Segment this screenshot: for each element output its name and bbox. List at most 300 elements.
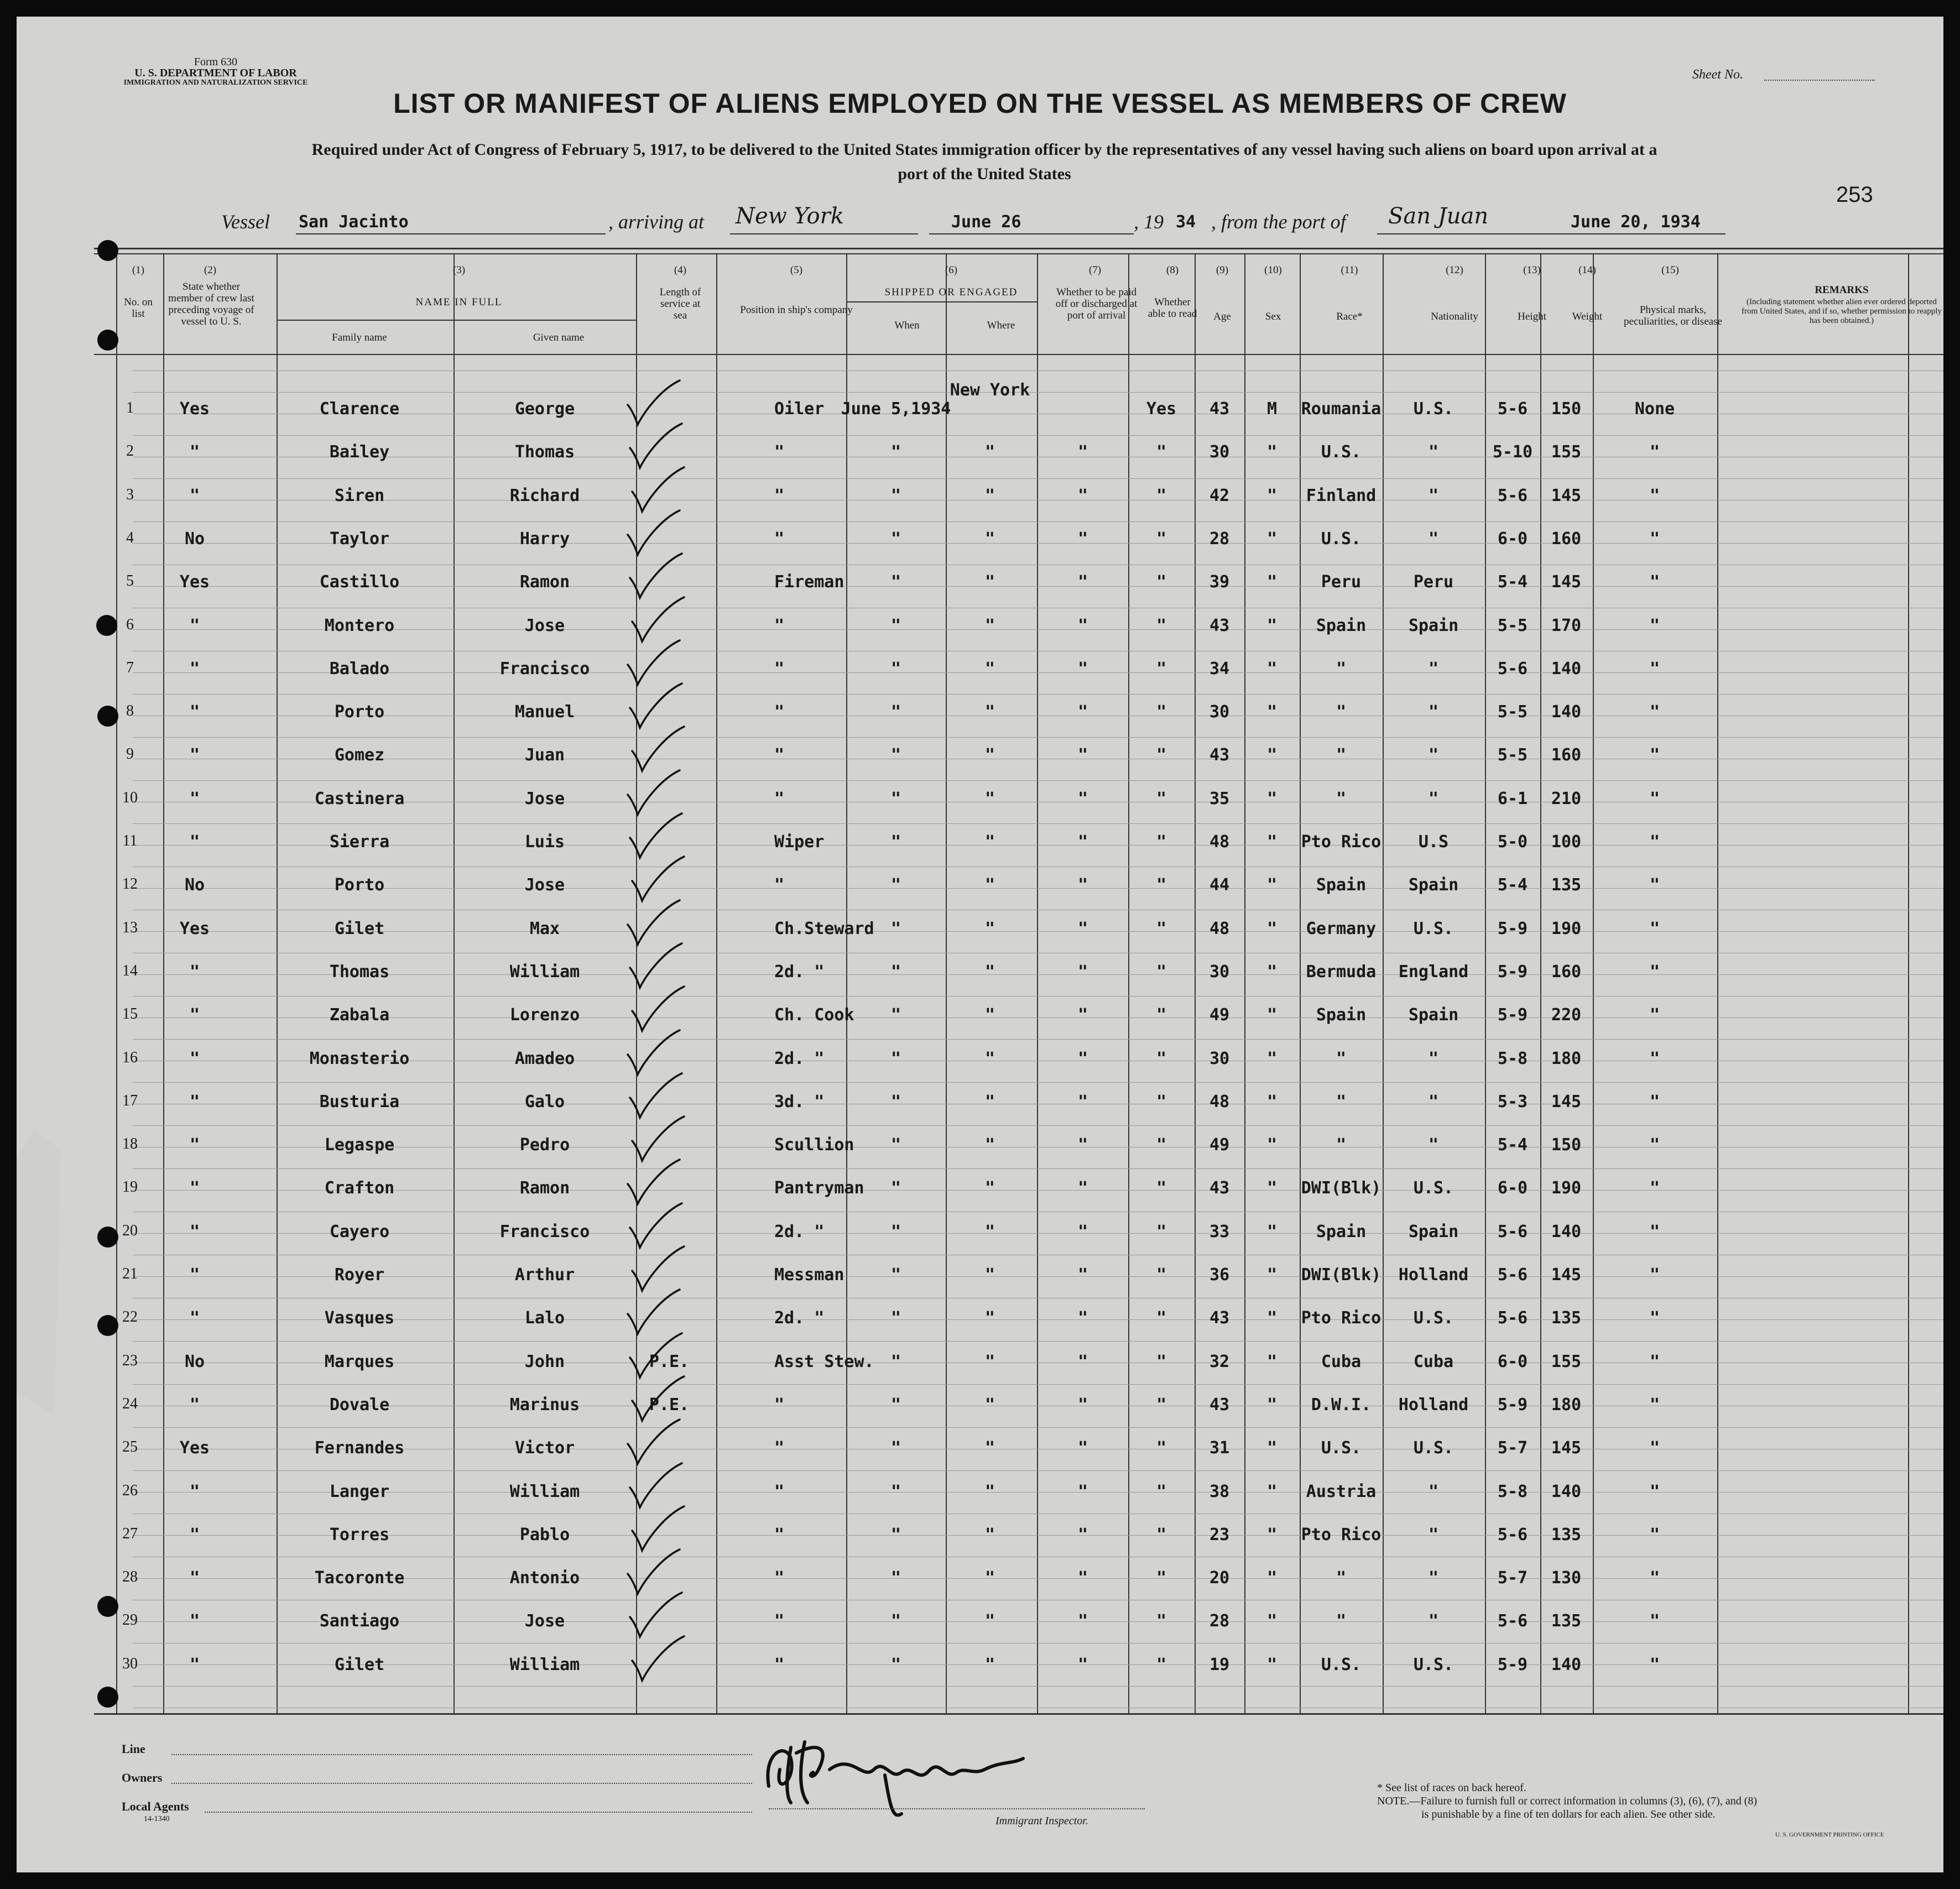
cell-race: Bermuda <box>1306 962 1377 982</box>
cell-given-name: George <box>514 399 575 419</box>
cell-height: 5-6 <box>1497 659 1528 679</box>
cell-position: Fireman <box>774 572 845 592</box>
punch-hole <box>97 1687 118 1708</box>
cell-crew-status: " <box>189 1178 200 1198</box>
ledger-line <box>133 1082 1943 1083</box>
cell-given-name: Lorenzo <box>509 1005 580 1025</box>
departure-date: June 20, 1934 <box>1571 212 1701 232</box>
cell-list-number: 23 <box>122 1351 138 1369</box>
cell-race: U.S. <box>1321 442 1362 462</box>
check-mark-icon <box>624 1590 685 1640</box>
cell-height: 5-5 <box>1497 702 1528 722</box>
cell-height: 6-1 <box>1497 789 1528 808</box>
cell-list-number: 28 <box>122 1568 138 1586</box>
check-mark-icon <box>622 1417 683 1467</box>
cell-able-to-read: " <box>1156 962 1167 982</box>
check-mark-icon <box>627 1504 687 1554</box>
cell-age: 48 <box>1209 1092 1230 1112</box>
cell-shipped-when: " <box>890 919 901 938</box>
cell-position: " <box>774 702 785 722</box>
cell-list-number: 11 <box>122 832 138 849</box>
ledger-line <box>133 1039 1943 1040</box>
col-header-age: Age <box>1213 311 1231 322</box>
remarks-note: (Including statement whether alien ever ordered deported from United States, and if so, whether permission to reapply has been obtained.) <box>1741 298 1942 325</box>
header-bottom-rule <box>94 354 1943 355</box>
cell-paid-off: " <box>1077 1395 1088 1415</box>
cell-position: " <box>774 1438 785 1458</box>
penalty-note-1: NOTE.—Failure to furnish full or correct information in columns (3), (6), (7), and (8) <box>1377 1795 1758 1807</box>
cell-weight: 190 <box>1551 1178 1582 1198</box>
cell-physical-marks: " <box>1649 659 1660 679</box>
cell-given-name: John <box>524 1351 565 1371</box>
cell-paid-off: " <box>1077 1005 1088 1025</box>
check-mark-icon <box>627 854 687 904</box>
cell-race: " <box>1336 1611 1347 1631</box>
cell-sex: " <box>1266 919 1278 938</box>
check-mark-icon <box>622 508 683 558</box>
cell-able-to-read: " <box>1156 572 1167 592</box>
cell-physical-marks: " <box>1649 1265 1660 1285</box>
col2-number: (2) <box>204 264 217 276</box>
cell-weight: 140 <box>1551 1222 1582 1241</box>
owners-label: Owners <box>122 1771 163 1784</box>
cell-weight: 135 <box>1551 1308 1582 1328</box>
check-mark-icon <box>622 638 683 688</box>
service-name: IMMIGRATION AND NATURALIZATION SERVICE <box>123 79 308 87</box>
check-mark-icon <box>624 811 685 861</box>
cell-sex: " <box>1266 1222 1278 1241</box>
subheader-rule <box>277 320 636 321</box>
cell-paid-off: " <box>1077 1092 1088 1112</box>
cell-age: 43 <box>1209 399 1230 419</box>
cell-able-to-read: " <box>1156 1655 1167 1674</box>
cell-sex: " <box>1266 615 1278 635</box>
cell-shipped-where: " <box>984 1005 995 1025</box>
cell-age: 43 <box>1209 615 1230 635</box>
cell-physical-marks: " <box>1649 442 1660 462</box>
ledger-line <box>133 1686 1943 1687</box>
cell-race: Peru <box>1321 572 1362 592</box>
cell-family-name: Fernandes <box>314 1438 405 1458</box>
cell-shipped-where: " <box>984 1222 995 1241</box>
cell-weight: 155 <box>1551 442 1582 462</box>
cell-age: 38 <box>1209 1481 1230 1501</box>
cell-weight: 180 <box>1551 1048 1582 1068</box>
cell-shipped-where: " <box>984 1092 995 1112</box>
check-mark-icon <box>624 421 685 471</box>
cell-nationality: " <box>1428 1611 1439 1631</box>
arrival-date-line <box>929 233 1134 234</box>
cell-position: " <box>774 875 785 895</box>
arriving-field-line <box>730 233 918 234</box>
cell-position: " <box>774 1525 785 1544</box>
cell-weight: 155 <box>1551 1351 1582 1371</box>
cell-family-name: Sierra <box>329 832 390 852</box>
cell-age: 43 <box>1209 1308 1230 1328</box>
cell-list-number: 12 <box>122 875 138 893</box>
cell-height: 5-0 <box>1497 832 1528 852</box>
table-bottom-rule <box>94 1713 1943 1715</box>
cell-list-number: 29 <box>122 1611 138 1629</box>
ledger-line <box>133 1427 1943 1428</box>
cell-shipped-when: " <box>890 1395 901 1415</box>
cell-family-name: Dovale <box>329 1395 390 1415</box>
cell-shipped-when: " <box>890 962 901 982</box>
cell-physical-marks: " <box>1649 1655 1660 1674</box>
cell-paid-off: " <box>1077 1308 1088 1328</box>
cell-physical-marks: " <box>1649 1222 1660 1241</box>
cell-race: Spain <box>1316 875 1367 895</box>
cell-family-name: Crafton <box>324 1178 395 1198</box>
cell-height: 5-6 <box>1497 1222 1528 1241</box>
cell-shipped-where: " <box>984 1395 995 1415</box>
cell-race: " <box>1336 1048 1347 1068</box>
cell-crew-status: " <box>189 962 200 982</box>
col1-number: (1) <box>132 264 145 276</box>
cell-physical-marks: " <box>1649 919 1660 938</box>
cell-sex: " <box>1266 442 1278 462</box>
cell-nationality: U.S. <box>1413 1178 1454 1198</box>
cell-crew-status: Yes <box>179 572 210 592</box>
cell-service-length: P.E. <box>649 1395 690 1415</box>
cell-shipped-when: " <box>890 572 901 592</box>
col-header-given-name: Given name <box>533 332 585 343</box>
cell-paid-off: " <box>1077 962 1088 982</box>
cell-given-name: Francisco <box>499 659 590 679</box>
cell-position: 2d. " <box>774 962 825 982</box>
cell-sex: " <box>1266 1048 1278 1068</box>
cell-paid-off: " <box>1077 1568 1088 1588</box>
cell-list-number: 5 <box>126 572 134 590</box>
cell-list-number: 19 <box>122 1178 138 1196</box>
cell-position: Ch. Cook <box>774 1005 854 1025</box>
cell-crew-status: No <box>184 1351 205 1371</box>
cell-age: 30 <box>1209 702 1230 722</box>
from-port-handwritten: San Juan <box>1388 203 1489 229</box>
ledger-line <box>133 1168 1943 1169</box>
cell-shipped-where: " <box>984 1135 995 1155</box>
cell-age: 49 <box>1209 1135 1230 1155</box>
cell-height: 5-3 <box>1497 1092 1528 1112</box>
cell-list-number: 24 <box>122 1395 138 1412</box>
cell-able-to-read: " <box>1156 1265 1167 1285</box>
cell-list-number: 14 <box>122 962 138 979</box>
cell-sex: " <box>1266 1092 1278 1112</box>
cell-list-number: 6 <box>126 615 134 633</box>
cell-age: 33 <box>1209 1222 1230 1241</box>
check-mark-icon <box>624 1071 685 1121</box>
cell-family-name: Bailey <box>329 442 390 462</box>
cell-weight: 210 <box>1551 789 1582 808</box>
cell-given-name: Pedro <box>519 1135 570 1155</box>
punch-hole <box>97 330 118 351</box>
cell-position: " <box>774 486 785 505</box>
agents-label: Local Agents <box>122 1799 189 1813</box>
check-mark-icon <box>627 1374 687 1424</box>
cell-shipped-when: " <box>890 789 901 808</box>
cell-paid-off: " <box>1077 1048 1088 1068</box>
cell-shipped-where: " <box>984 789 995 808</box>
column-rule <box>716 254 717 1713</box>
cell-race: " <box>1336 789 1347 808</box>
cell-weight: 150 <box>1551 399 1582 419</box>
cell-able-to-read: " <box>1156 702 1167 722</box>
arrival-year-suffix: 34 <box>1176 212 1196 232</box>
cell-position: 2d. " <box>774 1048 825 1068</box>
cell-paid-off: " <box>1077 1438 1088 1458</box>
cell-paid-off: " <box>1077 1178 1088 1198</box>
cell-list-number: 20 <box>122 1222 138 1239</box>
cell-physical-marks: None <box>1634 399 1675 419</box>
cell-sex: " <box>1266 1438 1278 1458</box>
cell-able-to-read: " <box>1156 1308 1167 1328</box>
cell-paid-off: " <box>1077 1525 1088 1544</box>
col-header-name: NAME IN FULL <box>415 296 503 308</box>
cell-weight: 140 <box>1551 659 1582 679</box>
check-mark-icon <box>622 1287 683 1337</box>
cell-able-to-read: " <box>1156 1005 1167 1025</box>
cell-height: 5-6 <box>1497 486 1528 505</box>
cell-crew-status: " <box>189 1611 200 1631</box>
cell-shipped-when: " <box>890 1568 901 1588</box>
cell-age: 19 <box>1209 1655 1230 1674</box>
cell-shipped-when: " <box>890 1222 901 1241</box>
cell-crew-status: " <box>189 659 200 679</box>
cell-shipped-when: " <box>890 832 901 852</box>
cell-height: 5-10 <box>1492 442 1533 462</box>
check-mark-icon <box>622 1547 683 1597</box>
cell-nationality: Spain <box>1408 615 1459 635</box>
cell-nationality: " <box>1428 659 1439 679</box>
cell-race: Pto Rico <box>1301 1308 1382 1328</box>
cell-nationality: U.S. <box>1413 399 1454 419</box>
cell-family-name: Busturia <box>319 1092 400 1112</box>
col-header-height: Height <box>1518 311 1546 322</box>
cell-family-name: Clarence <box>319 399 400 419</box>
cell-age: 35 <box>1209 789 1230 808</box>
cell-nationality: Spain <box>1408 1222 1459 1241</box>
cell-position: " <box>774 1611 785 1631</box>
cell-shipped-where: " <box>984 1611 995 1631</box>
cell-shipped-where: " <box>984 615 995 635</box>
cell-list-number: 22 <box>122 1308 138 1326</box>
cell-shipped-when: " <box>890 1135 901 1155</box>
cell-able-to-read: " <box>1156 1178 1167 1198</box>
cell-sex: M <box>1266 399 1278 419</box>
cell-position: " <box>774 1655 785 1674</box>
col8-number: (8) <box>1166 264 1179 276</box>
check-mark-icon <box>622 768 683 818</box>
cell-paid-off: " <box>1077 486 1088 505</box>
cell-age: 28 <box>1209 1611 1230 1631</box>
vessel-name: San Jacinto <box>299 212 409 232</box>
cell-sex: " <box>1266 486 1278 505</box>
cell-paid-off: " <box>1077 442 1088 462</box>
cell-physical-marks: " <box>1649 615 1660 635</box>
cell-weight: 145 <box>1551 1092 1582 1112</box>
cell-family-name: Gilet <box>334 919 385 938</box>
cell-shipped-where: " <box>984 745 995 765</box>
cell-paid-off: " <box>1077 572 1088 592</box>
cell-age: 44 <box>1209 875 1230 895</box>
cell-given-name: Jose <box>524 615 565 635</box>
cell-family-name: Monasterio <box>309 1048 410 1068</box>
cell-shipped-when: " <box>890 1655 901 1674</box>
cell-height: 6-0 <box>1497 1351 1528 1371</box>
cell-height: 5-6 <box>1497 399 1528 419</box>
ledger-line <box>133 694 1943 695</box>
cell-list-number: 21 <box>122 1265 138 1282</box>
cell-family-name: Tacoronte <box>314 1568 405 1588</box>
check-mark-icon <box>624 1201 685 1251</box>
arrival-date: June 26 <box>951 212 1021 232</box>
cell-shipped-when: " <box>890 1308 901 1328</box>
cell-race: D.W.I. <box>1311 1395 1372 1415</box>
check-mark-icon <box>627 595 687 645</box>
cell-given-name: Antonio <box>509 1568 580 1588</box>
cell-race: " <box>1336 702 1347 722</box>
cell-given-name: Richard <box>509 486 580 505</box>
cell-given-name: Francisco <box>499 1222 590 1241</box>
printer-imprint: U. S. GOVERNMENT PRINTING OFFICE <box>1775 1831 1884 1838</box>
cell-given-name: Ramon <box>519 572 570 592</box>
cell-nationality: " <box>1428 789 1439 808</box>
cell-crew-status: No <box>184 875 205 895</box>
cell-list-number: 3 <box>126 486 134 503</box>
races-note: * See list of races on back hereof. <box>1377 1782 1526 1794</box>
cell-nationality: Spain <box>1408 1005 1459 1025</box>
cell-shipped-where: New York <box>950 380 1030 400</box>
ledger-line <box>133 823 1943 824</box>
cell-able-to-read: " <box>1156 919 1167 938</box>
cell-race: Finland <box>1306 486 1377 505</box>
ledger-line <box>133 1384 1943 1385</box>
cell-height: 5-8 <box>1497 1481 1528 1501</box>
cell-paid-off: " <box>1077 1481 1088 1501</box>
cell-physical-marks: " <box>1649 1092 1660 1112</box>
cell-sex: " <box>1266 745 1278 765</box>
cell-sex: " <box>1266 659 1278 679</box>
from-port-line <box>1377 233 1726 234</box>
cell-list-number: 13 <box>122 919 138 936</box>
cell-height: 6-0 <box>1497 1178 1528 1198</box>
cell-weight: 135 <box>1551 1611 1582 1631</box>
check-mark-icon <box>627 984 687 1034</box>
cell-family-name: Balado <box>329 659 390 679</box>
cell-nationality: Peru <box>1413 572 1454 592</box>
cell-weight: 160 <box>1551 745 1582 765</box>
check-mark-icon <box>627 1114 687 1164</box>
cell-height: 5-9 <box>1497 1655 1528 1674</box>
cell-nationality: " <box>1428 486 1439 505</box>
cell-age: 20 <box>1209 1568 1230 1588</box>
cell-nationality: " <box>1428 1568 1439 1588</box>
cell-given-name: Manuel <box>514 702 575 722</box>
cell-physical-marks: " <box>1649 1438 1660 1458</box>
cell-physical-marks: " <box>1649 1351 1660 1371</box>
col-header-remarks: REMARKS <box>1815 284 1869 296</box>
signature-line <box>769 1808 1145 1809</box>
cell-physical-marks: " <box>1649 1308 1660 1328</box>
col7-number: (7) <box>1088 264 1102 276</box>
cell-able-to-read: " <box>1156 1351 1167 1371</box>
punch-hole <box>97 1596 118 1617</box>
cell-service-length: P.E. <box>649 1351 690 1371</box>
cell-position: " <box>774 745 785 765</box>
cell-race: Germany <box>1306 919 1377 938</box>
cell-age: 43 <box>1209 745 1230 765</box>
cell-physical-marks: " <box>1649 1135 1660 1155</box>
cell-shipped-when: " <box>890 745 901 765</box>
cell-nationality: U.S. <box>1413 1308 1454 1328</box>
ledger-line <box>133 737 1943 738</box>
cell-family-name: Langer <box>329 1481 390 1501</box>
cell-shipped-where: " <box>984 919 995 938</box>
cell-position: " <box>774 1395 785 1415</box>
punch-hole <box>96 615 117 636</box>
cell-family-name: Santiago <box>319 1611 400 1631</box>
cell-shipped-when: " <box>890 1265 901 1285</box>
cell-shipped-when: " <box>890 1048 901 1068</box>
cell-race: U.S. <box>1321 529 1362 549</box>
cell-position: Pantryman <box>774 1178 864 1198</box>
cell-given-name: William <box>509 962 580 982</box>
cell-sex: " <box>1266 962 1278 982</box>
cell-given-name: Juan <box>524 745 565 765</box>
cell-given-name: Victor <box>514 1438 575 1458</box>
cell-family-name: Legaspe <box>324 1135 395 1155</box>
cell-family-name: Gilet <box>334 1655 385 1674</box>
cell-physical-marks: " <box>1649 486 1660 505</box>
cell-crew-status: " <box>189 745 200 765</box>
cell-paid-off: " <box>1077 702 1088 722</box>
cell-family-name: Torres <box>329 1525 390 1544</box>
owners-field <box>171 1783 752 1784</box>
cell-age: 43 <box>1209 1178 1230 1198</box>
cell-age: 30 <box>1209 1048 1230 1068</box>
col4-number: (4) <box>674 264 687 276</box>
cell-weight: 135 <box>1551 875 1582 895</box>
cell-weight: 190 <box>1551 919 1582 938</box>
cell-family-name: Montero <box>324 615 395 635</box>
cell-family-name: Castillo <box>319 572 400 592</box>
cell-age: 31 <box>1209 1438 1230 1458</box>
ledger-line <box>133 1341 1943 1342</box>
cell-list-number: 26 <box>122 1481 138 1499</box>
cell-able-to-read: " <box>1156 875 1167 895</box>
cell-able-to-read: " <box>1156 1438 1167 1458</box>
cell-crew-status: " <box>189 1525 200 1544</box>
form-number: Form 630 <box>194 56 238 68</box>
cell-nationality: " <box>1428 529 1439 549</box>
check-mark-icon <box>622 898 683 948</box>
cell-position: " <box>774 789 785 808</box>
subtitle-line-1: Required under Act of Congress of February 5, 1917, to be delivered to the United States immigration officer by the representatives of any vessel having such aliens on board upon arrival at a <box>311 140 1657 159</box>
col13-number: (13) <box>1523 264 1541 276</box>
cell-position: Asst Stew. <box>774 1351 874 1371</box>
cell-given-name: Harry <box>519 529 570 549</box>
arriving-port-handwritten: New York <box>736 203 844 229</box>
cell-shipped-where: " <box>984 486 995 505</box>
cell-able-to-read: " <box>1156 1222 1167 1241</box>
cell-paid-off: " <box>1077 1135 1088 1155</box>
ledger-line <box>133 478 1943 479</box>
torn-paper-fragment <box>17 1128 61 1416</box>
cell-race: DWI(Blk) <box>1301 1265 1382 1285</box>
cell-weight: 145 <box>1551 572 1582 592</box>
col-header-crew-status: State whether member of crew last preceding voyage of vessel to U. S. <box>168 281 254 327</box>
cell-shipped-where: " <box>984 529 995 549</box>
